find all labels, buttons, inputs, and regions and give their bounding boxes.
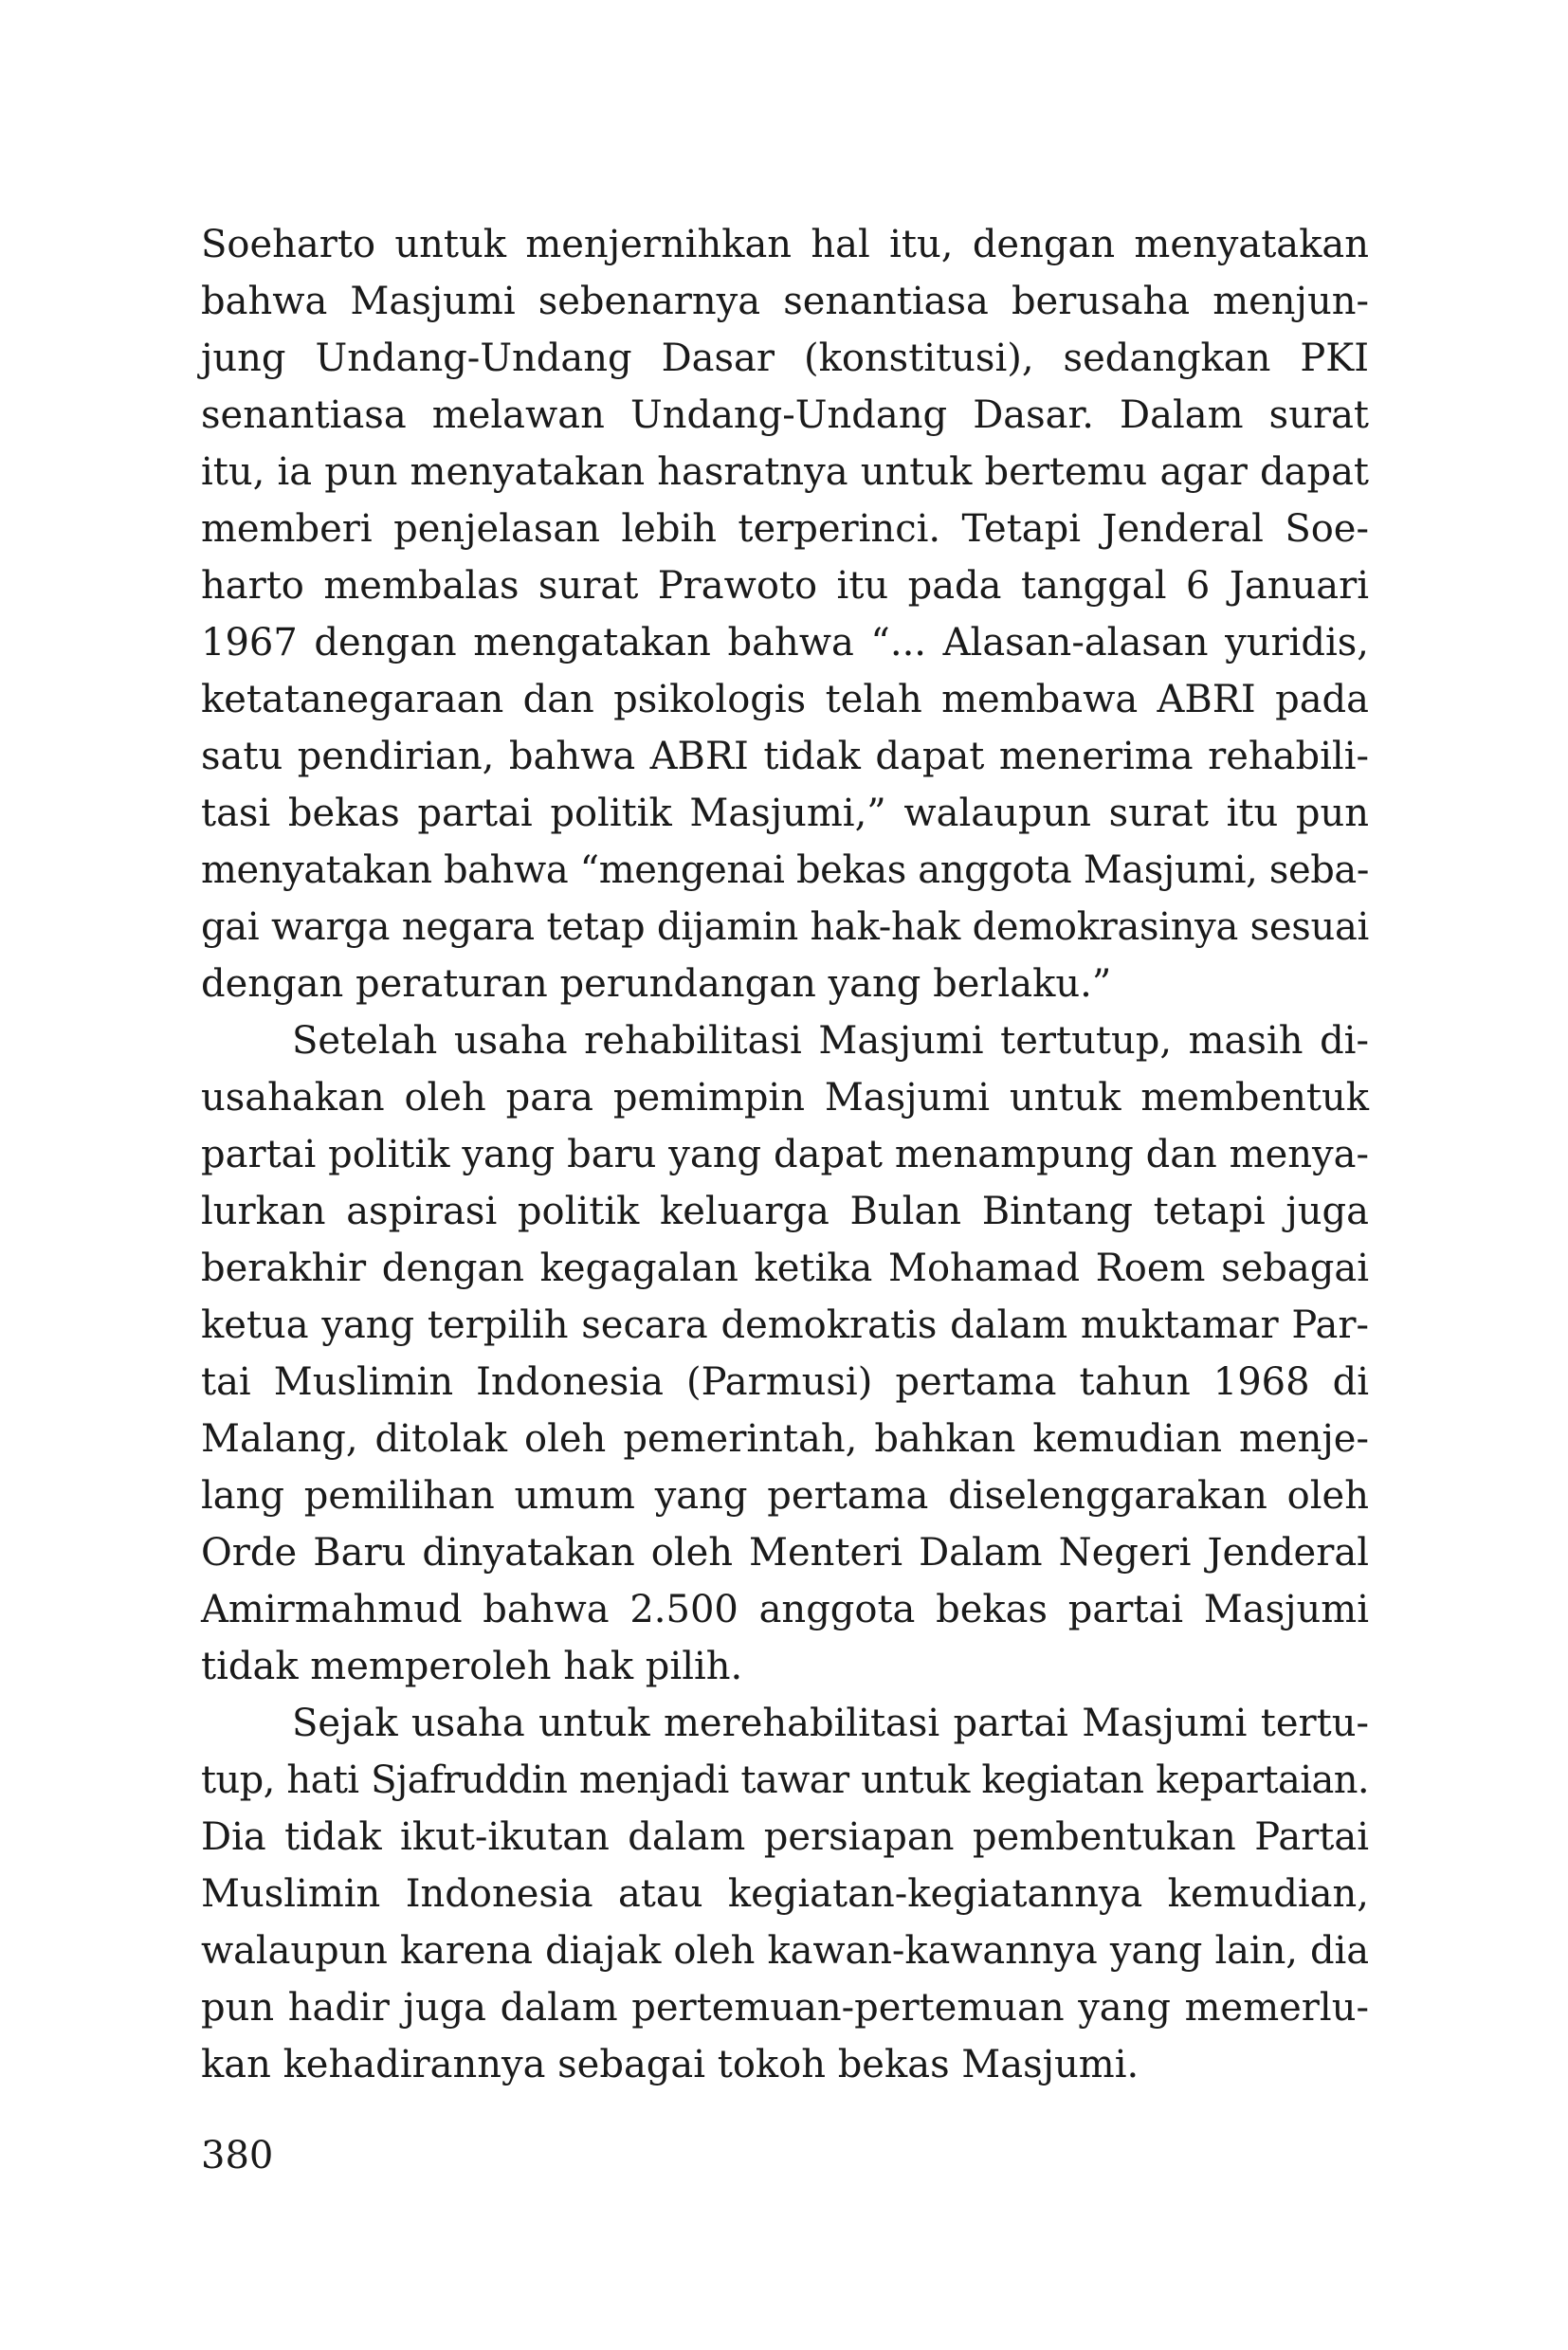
text-line: kan kehadirannya sebagai tokoh bekas Masjumi. bbox=[201, 2043, 1140, 2086]
body-text bbox=[201, 216, 1369, 2093]
text-line: bahwa Masjumi sebenarnya senantiasa berusaha menjun- bbox=[201, 280, 1369, 323]
text-line: Malang, ditolak oleh pemerintah, bahkan kemudian menje- bbox=[201, 1417, 1369, 1461]
text-line: tidak memperoleh hak pilih. bbox=[201, 1645, 743, 1688]
text-line: Muslimin Indonesia atau kegiatan-kegiatannya kemudian, bbox=[201, 1872, 1369, 1916]
text-line: dengan peraturan perundangan yang berlaku.” bbox=[201, 962, 1112, 1006]
text-line: lang pemilihan umum yang pertama diselenggarakan oleh bbox=[201, 1474, 1369, 1518]
text-line: usahakan oleh para pemimpin Masjumi untuk membentuk bbox=[201, 1076, 1369, 1120]
text-line: Dia tidak ikut-ikutan dalam persiapan pembentukan Partai bbox=[201, 1815, 1369, 1859]
text-line: berakhir dengan kegagalan ketika Mohamad Roem sebagai bbox=[201, 1247, 1369, 1290]
text-line: menyatakan bahwa “mengenai bekas anggota Masjumi, seba- bbox=[201, 848, 1369, 892]
text-line: satu pendirian, bahwa ABRI tidak dapat menerima rehabili- bbox=[201, 735, 1369, 778]
text-line: partai politik yang baru yang dapat menampung dan menya- bbox=[201, 1133, 1369, 1176]
text-line: itu, ia pun menyatakan hasratnya untuk bertemu agar dapat bbox=[201, 450, 1369, 494]
text-line: tup, hati Sjafruddin menjadi tawar untuk kegiatan kepartaian. bbox=[201, 1758, 1369, 1802]
text-line: memberi penjelasan lebih terperinci. Tetapi Jenderal Soe- bbox=[201, 507, 1369, 551]
text-line: pun hadir juga dalam pertemuan-pertemuan yang memerlu- bbox=[201, 1986, 1369, 2030]
text-line: walaupun karena diajak oleh kawan-kawannya yang lain, dia bbox=[201, 1929, 1369, 1973]
text-line: tai Muslimin Indonesia (Parmusi) pertama tahun 1968 di bbox=[201, 1360, 1369, 1404]
text-line: ketua yang terpilih secara demokratis dalam muktamar Par- bbox=[201, 1303, 1369, 1347]
text-line: Orde Baru dinyatakan oleh Menteri Dalam Negeri Jenderal bbox=[201, 1531, 1369, 1575]
text-line: Sejak usaha untuk merehabilitasi partai Masjumi tertu- bbox=[292, 1702, 1369, 1745]
text-line: jung Undang-Undang Dasar (konstitusi), sedangkan PKI bbox=[201, 337, 1369, 380]
text-line: gai warga negara tetap dijamin hak-hak demokrasinya sesuai bbox=[201, 905, 1369, 949]
text-line: ketatanegaraan dan psikologis telah membawa ABRI pada bbox=[201, 678, 1369, 721]
text-line: senantiasa melawan Undang-Undang Dasar. Dalam surat bbox=[201, 393, 1369, 437]
text-line: 1967 dengan mengatakan bahwa “... Alasan-alasan yuridis, bbox=[201, 621, 1369, 665]
text-line: tasi bekas partai politik Masjumi,” walaupun surat itu pun bbox=[201, 792, 1369, 835]
text-line: Soeharto untuk menjernihkan hal itu, dengan menyatakan bbox=[201, 223, 1369, 266]
text-line: harto membalas surat Prawoto itu pada tanggal 6 Januari bbox=[201, 564, 1369, 608]
text-line: Amirmahmud bahwa 2.500 anggota bekas partai Masjumi bbox=[201, 1588, 1369, 1631]
text-line: lurkan aspirasi politik keluarga Bulan Bintang tetapi juga bbox=[201, 1190, 1369, 1233]
text-line: Setelah usaha rehabilitasi Masjumi tertutup, masih di- bbox=[292, 1019, 1369, 1063]
page-number: 380 bbox=[201, 2134, 274, 2177]
